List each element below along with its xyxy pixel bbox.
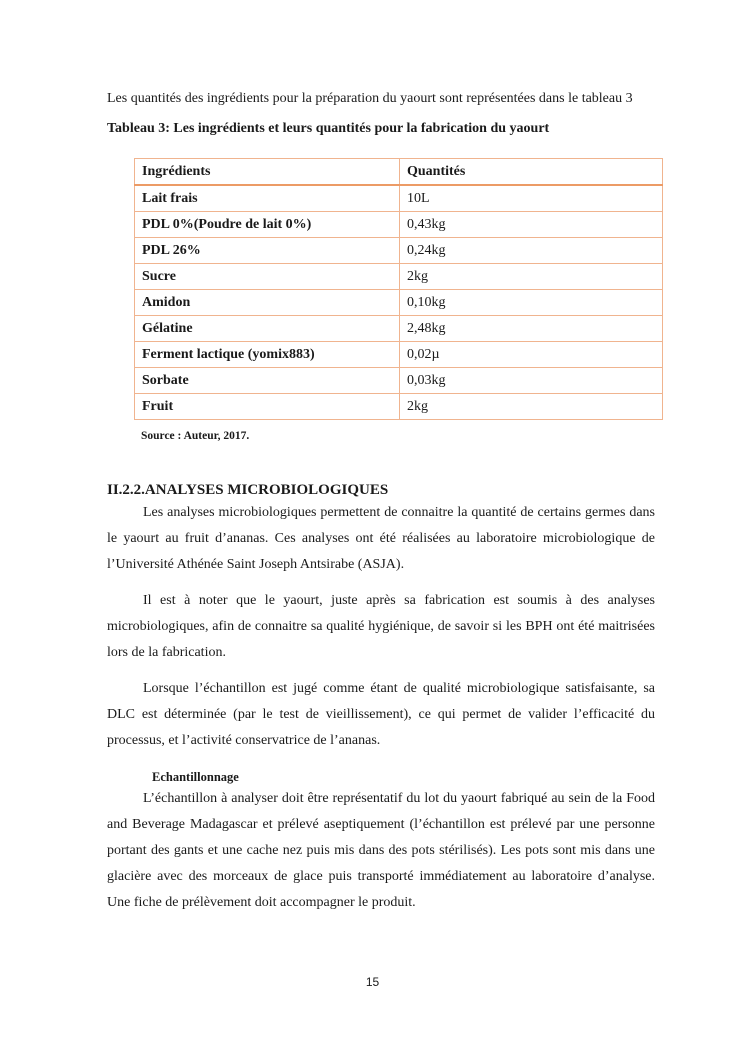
body-paragraph: Il est à noter que le yaourt, juste après sa fabrication est soumis à des analyses microbiologiques, afin de connaitre sa qualité hygiénique, de savoir si les BPH ont été maitrisées lors de la fabrication. — [107, 593, 655, 660]
ingredient-cell: Gélatine — [135, 316, 400, 342]
page-number: 15 — [365, 975, 380, 989]
ingredients-table — [134, 158, 663, 420]
quantity-cell: 0,10kg — [400, 290, 663, 316]
ingredient-cell: Sorbate — [135, 368, 400, 394]
quantity-cell: 2,48kg — [400, 316, 663, 342]
ingredient-cell: Lait frais — [135, 185, 400, 212]
ingredient-cell: Sucre — [135, 264, 400, 290]
header-quantities: Quantités — [400, 159, 663, 186]
table-caption: Tableau 3: Les ingrédients et leurs quantités pour la fabrication du yaourt — [107, 121, 550, 136]
table-row — [135, 368, 663, 394]
intro-paragraph: Les quantités des ingrédients pour la préparation du yaourt sont représentées dans le tableau 3 — [107, 91, 633, 106]
body-paragraph: Lorsque l’échantillon est jugé comme étant de qualité microbiologique satisfaisante, sa DLC est déterminée (par le test de vieillissement), ce qui permet de valider l’efficacité du processus, et l’activité conservatrice de l’ananas. — [107, 681, 655, 748]
table-header-row — [135, 159, 663, 186]
table-row — [135, 238, 663, 264]
table-row — [135, 264, 663, 290]
ingredient-cell: Amidon — [135, 290, 400, 316]
ingredient-cell: Fruit — [135, 394, 400, 420]
table-row — [135, 212, 663, 238]
table-row — [135, 394, 663, 420]
table-row — [135, 290, 663, 316]
ingredient-cell: PDL 0%(Poudre de lait 0%) — [135, 212, 400, 238]
body-paragraph: L’échantillon à analyser doit être représentatif du lot du yaourt fabriqué au sein de la Food and Beverage Madagascar et prélevé aseptiquement (l’échantillon est prélevé par une personne portant des gants et une cache nez puis mis dans des pots stérilisés). Les pots sont mis dans une glacière avec des morceaux de glace puis transporté immédiatement au laboratoire d’analyse. Une fiche de prélèvement doit accompagner le produit. — [107, 791, 655, 910]
quantity-cell: 2kg — [400, 264, 663, 290]
quantity-cell: 0,43kg — [400, 212, 663, 238]
quantity-cell: 0,02µ — [400, 342, 663, 368]
header-ingredients: Ingrédients — [135, 159, 400, 186]
quantity-cell: 2kg — [400, 394, 663, 420]
table-source: Source : Auteur, 2017. — [141, 430, 250, 442]
table-row — [135, 342, 663, 368]
table-row — [135, 185, 663, 212]
quantity-cell: 10L — [400, 185, 663, 212]
ingredient-cell: Ferment lactique (yomix883) — [135, 342, 400, 368]
quantity-cell: 0,03kg — [400, 368, 663, 394]
document-page — [107, 86, 655, 916]
body-paragraph: Les analyses microbiologiques permettent de connaitre la quantité de certains germes dans le yaourt au fruit d’ananas. Ces analyses ont été réalisées au laboratoire microbiologique de l’Université Athénée Saint Joseph Antsirabe (ASJA). — [107, 505, 655, 572]
table-row — [135, 316, 663, 342]
section-heading: II.2.2.ANALYSES MICROBIOLOGIQUES — [107, 482, 389, 498]
subsection-heading: Echantillonnage — [152, 770, 239, 784]
ingredient-cell: PDL 26% — [135, 238, 400, 264]
quantity-cell: 0,24kg — [400, 238, 663, 264]
